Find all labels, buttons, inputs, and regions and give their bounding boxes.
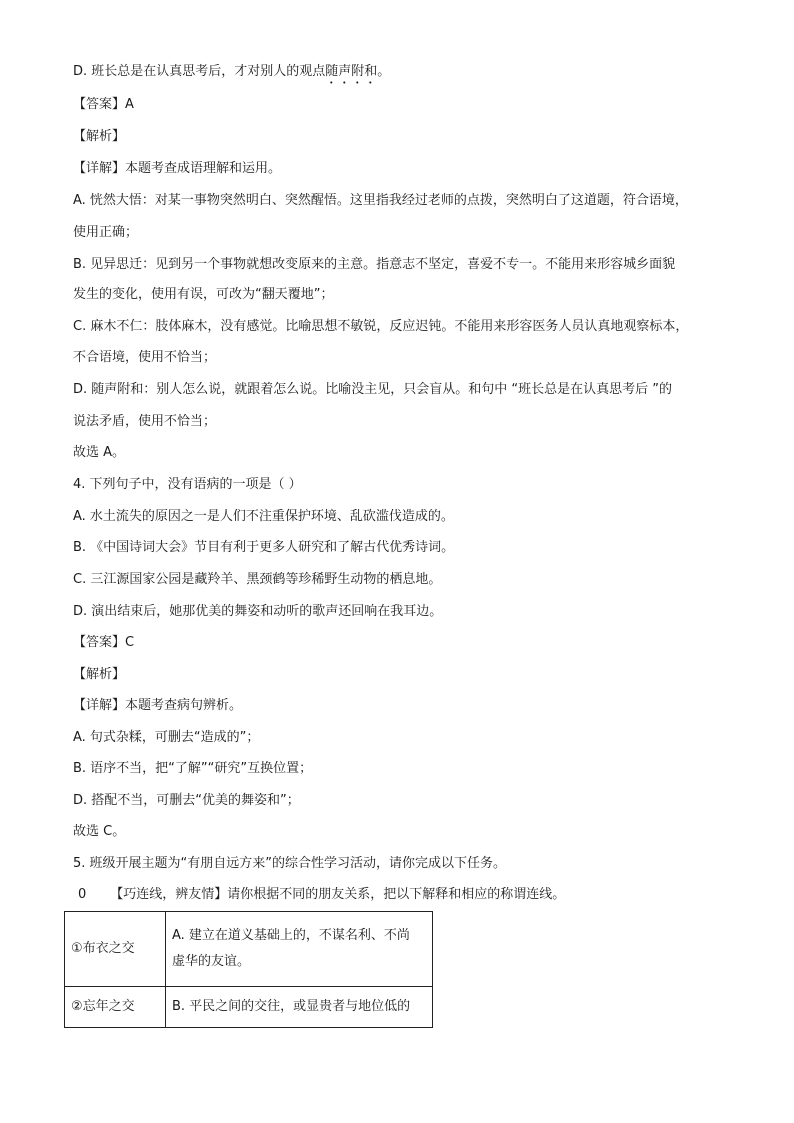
q3-expl-d-line1: D. 随声附和：别人怎么说，就跟着怎么说。比喻没主见，只会盲从。和句中 “班长总是在认真思考后 ”的	[73, 382, 673, 397]
q4-expl-a: A. 句式杂糅，可删去“造成的”；	[73, 730, 260, 745]
table-cell-term: ①布衣之交	[65, 912, 166, 987]
table-cell-term: ②忘年之交	[65, 987, 166, 1028]
q5-subtask	[78, 886, 565, 904]
q3-option-d-text: D. 班长总是在认真思考后，才对别人的观点	[73, 64, 326, 79]
q3-answer: 【答案】A	[73, 97, 134, 112]
q4-option-d: D. 演出结束后，她那优美的舞姿和动听的歌声还回响在我耳边。	[73, 604, 443, 619]
definition-line: A. 建立在道义基础上的，不谋名利、不尚	[172, 928, 410, 943]
q4-stem: 4. 下列句子中，没有语病的一项是（ ）	[73, 477, 302, 492]
table-row	[65, 987, 433, 1028]
q3-expl-b-line2: 发生的变化，使用有误，可改为“翻天覆地”；	[73, 287, 334, 302]
q5-subtask-number: 0	[78, 887, 87, 902]
q3-detail: 【详解】本题考查成语理解和运用。	[73, 161, 282, 176]
q3-option-d-emphasis: 随声附和	[325, 64, 378, 79]
q4-answer: 【答案】C	[73, 635, 135, 650]
q3-conclusion: 故选 A。	[73, 445, 126, 460]
matching-table	[64, 911, 433, 1028]
q3-expl-b-line1: B. 见异思迁：见到另一个事物就想改变原来的主意。指意志不坚定，喜爱不专一。不能用来形容城乡面貌	[73, 257, 676, 272]
q4-analysis-label: 【解析】	[73, 667, 126, 682]
q3-expl-c-line1: C. 麻木不仁：肢体麻木，没有感觉。比喻思想不敏锐，反应迟钝。不能用来形容医务人员认真地观察标本，	[73, 319, 689, 334]
q4-detail: 【详解】本题考查病句辨析。	[73, 698, 243, 713]
q3-expl-c-line2: 不合语境，使用不恰当；	[73, 350, 217, 365]
q3-analysis-label: 【解析】	[73, 129, 126, 144]
q5-subtask-text: 【巧连线，辨友情】请你根据不同的朋友关系，把以下解释和相应的称谓连线。	[110, 887, 566, 902]
q3-option-d	[73, 63, 390, 87]
table-cell-definition	[166, 912, 433, 987]
table-cell-definition	[166, 987, 433, 1028]
q3-option-d-end: 。	[377, 64, 391, 79]
q4-expl-d: D. 搭配不当，可删去“优美的舞姿和”；	[73, 793, 300, 808]
q4-option-b: B. 《中国诗词大会》节目有利于更多人研究和了解古代优秀诗词。	[73, 540, 455, 555]
q4-option-a: A. 水土流失的原因之一是人们不注重保护环境、乱砍滥伐造成的。	[73, 509, 454, 524]
q4-expl-b: B. 语序不当，把“了解”“研究”互换位置；	[73, 761, 313, 776]
definition-line: B. 平民之间的交往，或显贵者与地位低的	[172, 999, 411, 1014]
definition-line: 虚华的友谊。	[172, 954, 251, 969]
q3-expl-d-line2: 说法矛盾，使用不恰当；	[73, 414, 217, 429]
q4-option-c: C. 三江源国家公园是藏羚羊、黑颈鹤等珍稀野生动物的栖息地。	[73, 572, 442, 587]
table-row	[65, 912, 433, 987]
q3-expl-a-line1: A. 恍然大悟：对某一事物突然明白、突然醒悟。这里指我经过老师的点拨，突然明白了这道题，符合语境，	[73, 193, 688, 208]
q5-stem: 5. 班级开展主题为“有朋自远方来”的综合性学习活动，请你完成以下任务。	[73, 856, 507, 871]
q4-conclusion: 故选 C。	[73, 824, 126, 839]
q3-expl-a-line2: 使用正确；	[73, 225, 139, 240]
